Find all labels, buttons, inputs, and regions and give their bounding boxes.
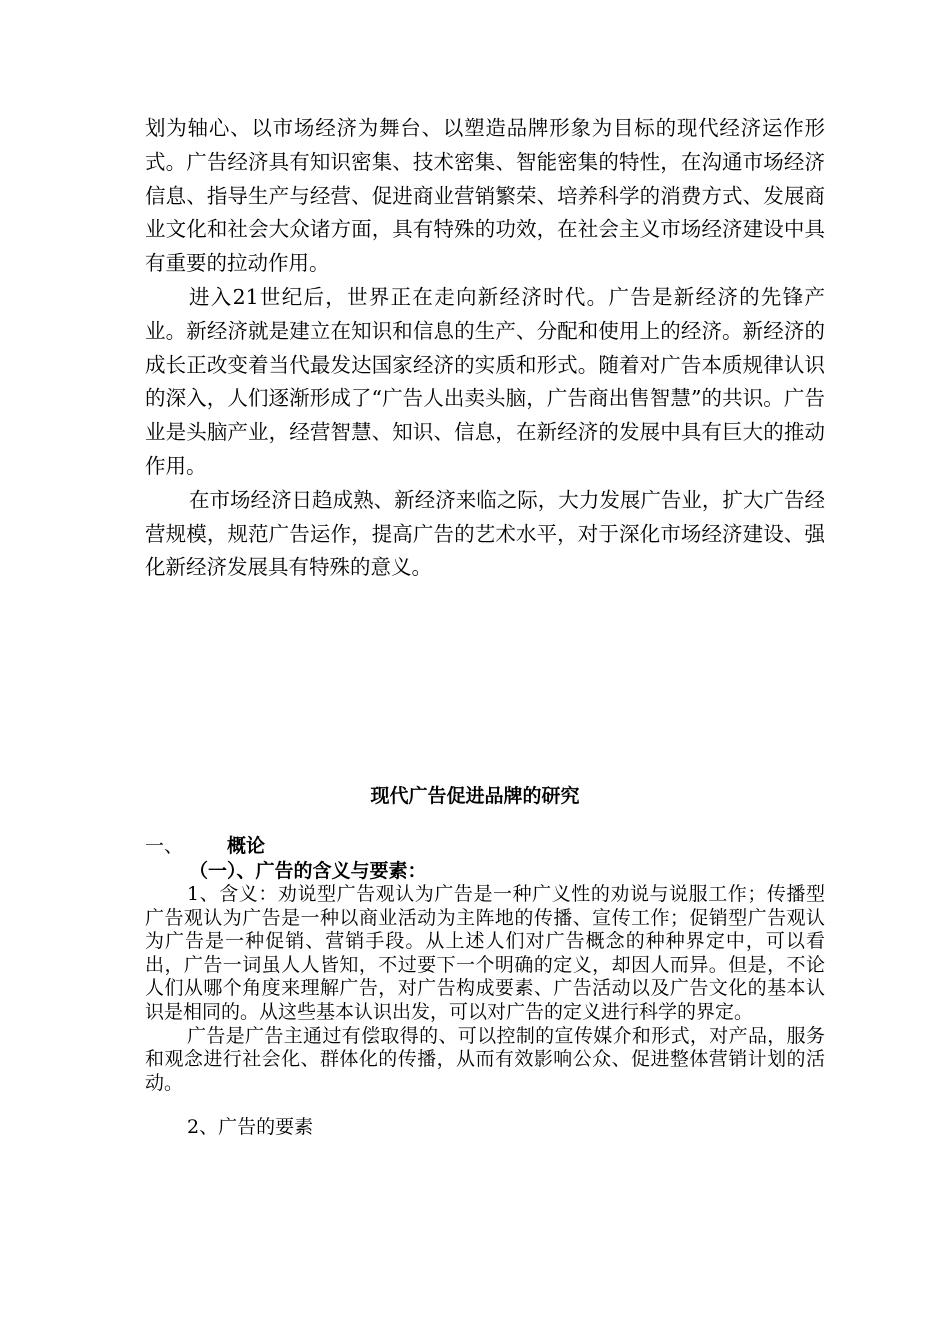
section-title: 概论 <box>227 835 266 857</box>
article-body <box>145 833 825 1140</box>
section-heading-overview <box>145 833 825 859</box>
item-1-meaning: 1、含义：劝说型广告观认为广告是一种广义性的劝说与说服工作；传播型广告观认为广告是一种以商业活动为主阵地的传播、宣传工作；促销型广告观认为广告是一种促销、营销手段。从上述人们对广告概念的种种界定中，可以看出，广告一词虽人人皆知，不过要下一个明确的定义，却因人而异。但是，不论人们从哪个角度来理解广告，对广告构成要素、广告活动以及广告文化的基本认识是相同的。从这些基本认识出发，可以对广告的定义进行科学的界定。 <box>145 883 825 1023</box>
intro-section <box>145 112 825 585</box>
item-2-elements: 2、广告的要素 <box>187 1116 314 1139</box>
intro-paragraph-1: 划为轴心、以市场经济为舞台、以塑造品牌形象为目标的现代经济运作形式。广告经济具有知识密集、技术密集、智能密集的特性，在沟通市场经济信息、指导生产与经营、促进商业营销繁荣、培养科学的消费方式、发展商业文化和社会大众诸方面，具有特殊的功效，在社会主义市场经济建设中具有重要的拉动作用。 <box>145 116 825 276</box>
section-number: 一、 <box>145 835 184 857</box>
intro-paragraph-2: 进入21世纪后，世界正在走向新经济时代。广告是新经济的先锋产业。新经济就是建立在知识和信息的生产、分配和使用上的经济。新经济的成长正改变着当代最发达国家经济的实质和形式。随着对广告本质规律认识的深入，人们逐渐形成了“广告人出卖头脑，广告商出售智慧”的共识。广告业是头脑产业，经营智慧、知识、信息，在新经济的发展中具有巨大的推动作用。 <box>145 284 825 478</box>
intro-paragraph-3: 在市场经济日趋成熟、新经济来临之际，大力发展广告业，扩大广告经营规模，规范广告运作，提高广告的艺术水平，对于深化市场经济建设、强化新经济发展具有特殊的意义。 <box>145 487 825 580</box>
spacer <box>145 1095 825 1116</box>
subsection-heading: （一）、广告的含义与要素： <box>189 860 427 882</box>
article-title: 现代广告促进品牌的研究 <box>370 785 580 807</box>
definition-paragraph: 广告是广告主通过有偿取得的、可以控制的宣传媒介和形式，对产品，服务和观念进行社会化、群体化的传播，从而有效影响公众、促进整体营销计划的活动。 <box>145 1024 825 1094</box>
